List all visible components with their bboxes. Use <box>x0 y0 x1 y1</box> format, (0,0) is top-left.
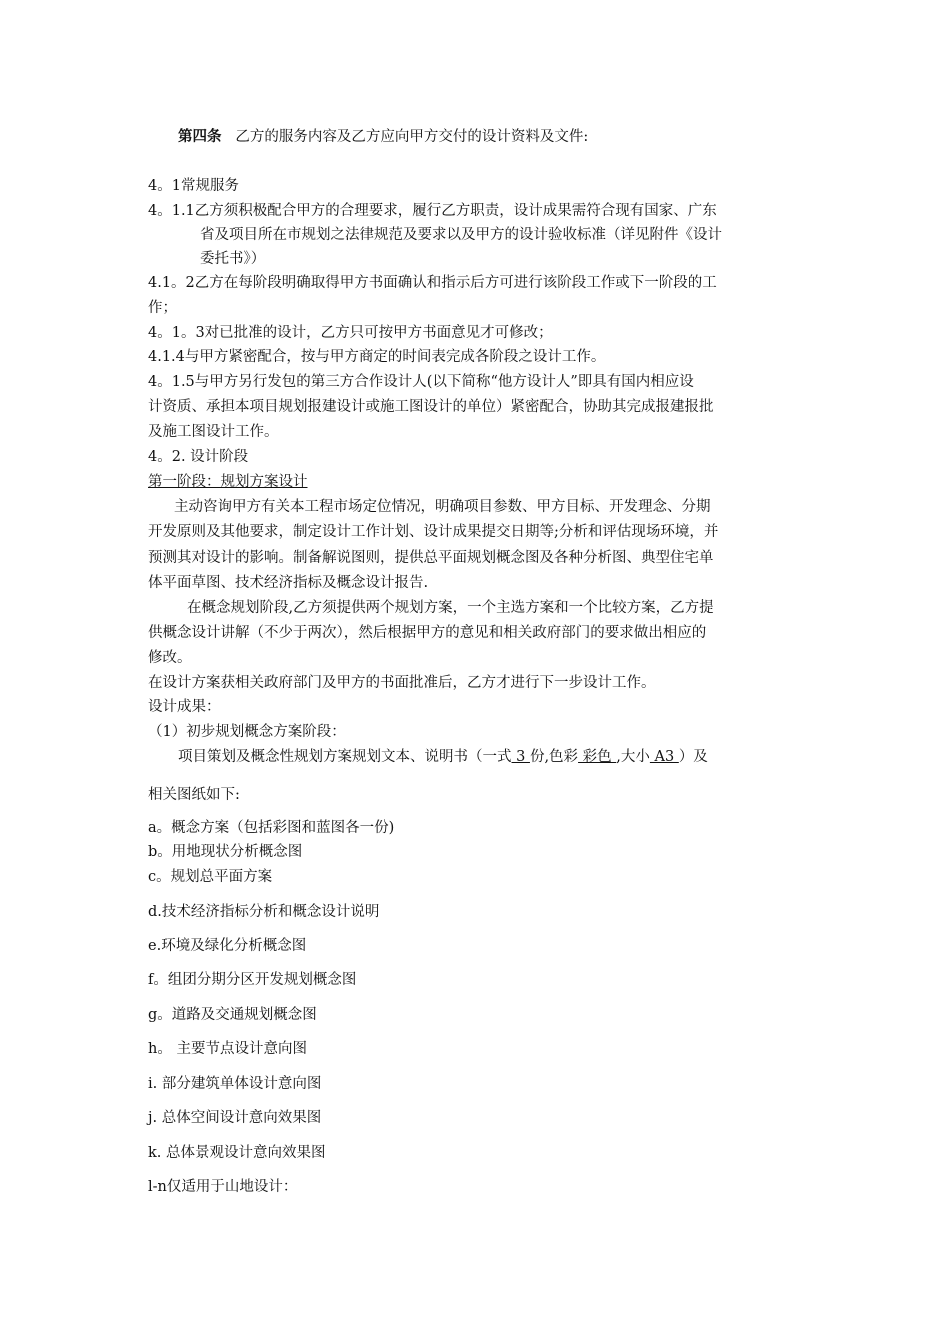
clause-4-1-1-line2: 省及项目所在市规划之法律规范及要求以及甲方的设计验收标准（详见附件《设计 <box>200 227 722 243</box>
para2-line1: 在概念规划阶段,乙方须提供两个规划方案，一个主选方案和一个比较方案，乙方提 <box>187 600 714 616</box>
list-item-d: d.技术经济指标分析和概念设计说明 <box>148 904 380 920</box>
para1-line4: 体平面草图、技术经济指标及概念设计报告. <box>148 575 429 591</box>
phase-1-heading: （1）初步规划概念方案阶段： <box>148 724 346 740</box>
list-item-j: j. 总体空间设计意向效果图 <box>148 1110 322 1126</box>
section-4-1: 4。1常规服务 <box>148 178 239 194</box>
deliverables-label: 设计成果： <box>148 699 221 715</box>
list-item-k: k. 总体景观设计意向效果图 <box>148 1145 326 1161</box>
spec-prefix: 项目策划及概念性规划方案规划文本、说明书（一式 <box>178 749 512 765</box>
section-4-2: 4。2. 设计阶段 <box>148 449 249 465</box>
list-item-g: g。道路及交通规划概念图 <box>148 1007 317 1023</box>
list-item-l-n: l-n仅适用于山地设计： <box>148 1179 298 1195</box>
list-item-b: b。用地现状分析概念图 <box>148 844 303 860</box>
clause-4-1-2-line2: 作； <box>148 300 177 316</box>
list-item-c: c。规划总平面方案 <box>148 869 273 885</box>
clause-4-1-2-line1: 4.1。2乙方在每阶段明确取得甲方书面确认和指示后方可进行该阶段工作或下一阶段的工 <box>148 275 717 291</box>
clause-4-1-4: 4.1.4与甲方紧密配合，按与甲方商定的时间表完成各阶段之设计工作。 <box>148 349 606 365</box>
list-item-i: i. 部分建筑单体设计意向图 <box>148 1076 322 1092</box>
clause-4-1-1-line3: 委托书》） <box>200 251 266 267</box>
stage-one-heading: 第一阶段：规划方案设计 <box>148 474 308 490</box>
para1-line2: 开发原则及其他要求，制定设计工作计划、设计成果提交日期等;分析和评估现场环境，并 <box>148 524 719 540</box>
spec-size: A3 <box>649 749 679 765</box>
para2-line3: 修改。 <box>148 650 192 666</box>
clause-4-1-5-line1: 4。1.5与甲方另行发包的第三方合作设计人(以下简称“他方设计人”即具有国内相应设 <box>148 374 694 390</box>
article-number: 第四条 <box>178 128 222 145</box>
list-item-f: f。组团分期分区开发规划概念图 <box>148 972 357 988</box>
spec-color: 彩色 <box>578 749 617 765</box>
para1-line1: 主动咨询甲方有关本工程市场定位情况，明确项目参数、甲方目标、开发理念、分期 <box>174 499 711 515</box>
doc-spec-line <box>178 747 708 767</box>
para1-line3: 预测其对设计的影响。制备解说图则，提供总平面规划概念图及各种分析图、典型住宅单 <box>148 550 714 566</box>
clause-4-1-1-line1: 4。1.1乙方须积极配合甲方的合理要求，履行乙方职责，设计成果需符合现有国家、广东 <box>148 203 717 219</box>
clause-4-1-5-line2: 计资质、承担本项目规划报建设计或施工图设计的单位）紧密配合，协助其完成报建报批 <box>148 399 714 415</box>
article-title: 乙方的服务内容及乙方应向甲方交付的设计资料及文件: <box>235 129 589 145</box>
drawings-intro: 相关图纸如下: <box>148 787 240 803</box>
spec-size-label: ,大小 <box>616 749 650 765</box>
spec-color-label: 份,色彩 <box>529 749 579 765</box>
spec-suffix: ）及 <box>678 749 708 765</box>
clause-4-1-3: 4。1。3对已批准的设计，乙方只可按甲方书面意见才可修改； <box>148 325 553 341</box>
approval-note: 在设计方案获相关政府部门及甲方的书面批准后，乙方才进行下一步设计工作。 <box>148 675 656 691</box>
article-heading <box>178 127 588 147</box>
list-item-e: e.环境及绿化分析概念图 <box>148 938 307 954</box>
spec-copies: 3 <box>511 749 530 765</box>
para2-line2: 供概念设计讲解（不少于两次），然后根据甲方的意见和相关政府部门的要求做出相应的 <box>148 625 707 641</box>
list-item-a: a。概念方案（包括彩图和蓝图各一份) <box>148 820 395 836</box>
clause-4-1-5-line3: 及施工图设计工作。 <box>148 424 279 440</box>
list-item-h: h。 主要节点设计意向图 <box>148 1041 307 1057</box>
